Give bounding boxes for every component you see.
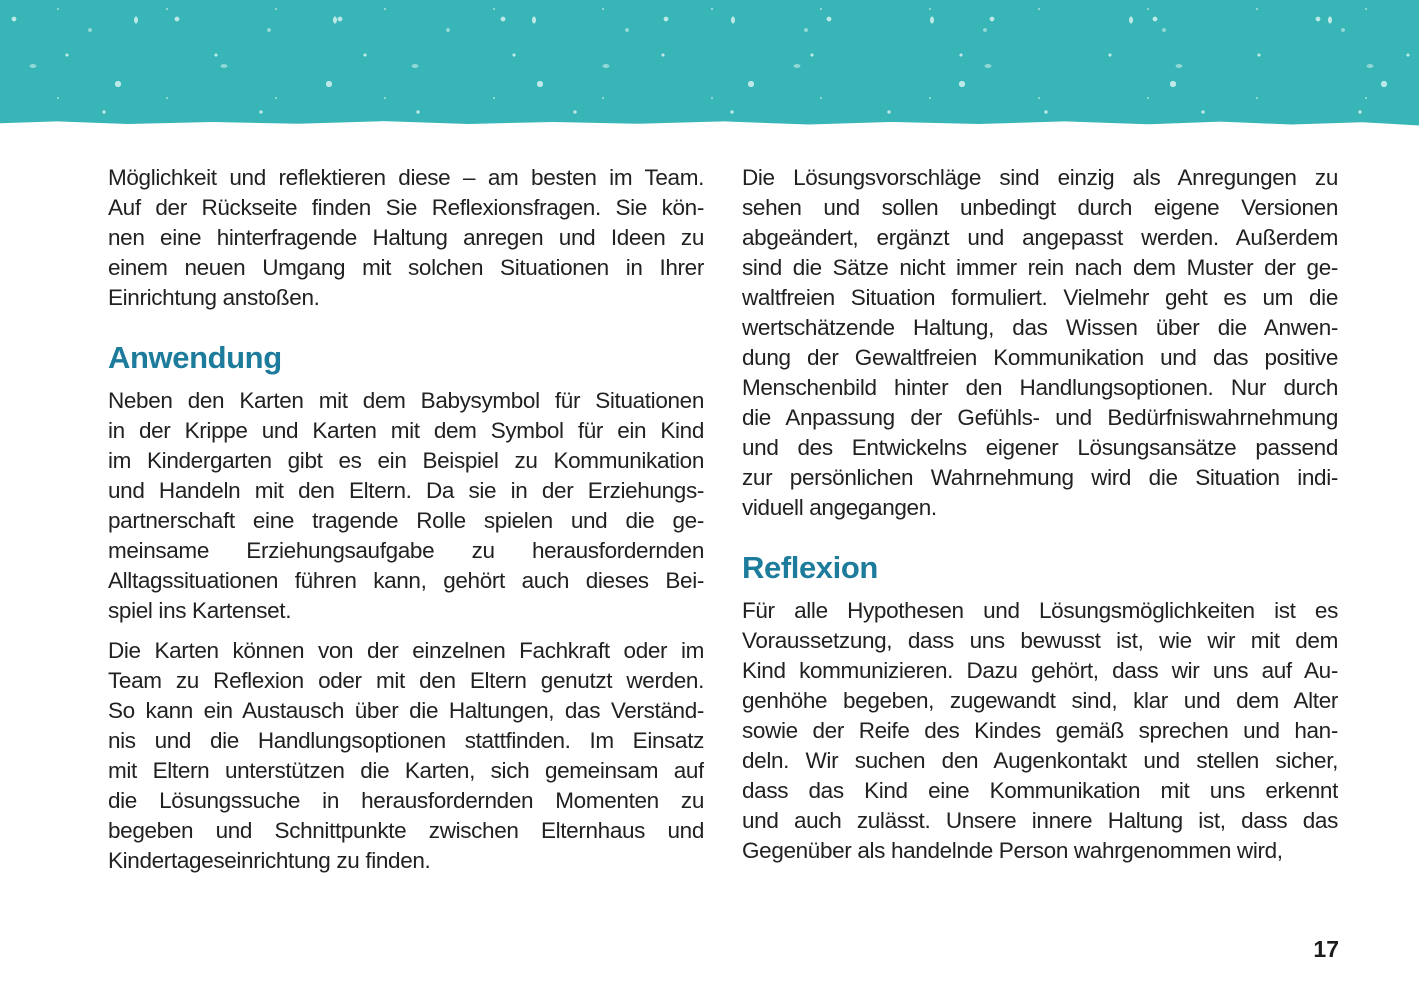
text-line: wertschätzende Haltung, das Wissen über die Anwen- [742, 315, 1338, 340]
text-line: sowie der Reife des Kindes gemäß sprechen und han- [742, 718, 1338, 743]
text-line: Voraussetzung, dass uns bewusst ist, wie wir mit dem [742, 628, 1338, 653]
text-line: genhöhe begeben, zugewandt sind, klar und dem Alter [742, 688, 1338, 713]
section-heading-reflexion: Reflexion [742, 550, 878, 585]
left-column [108, 163, 704, 876]
text-line: nis und die Handlungsoptionen stattfinden. Im Einsatz [108, 728, 704, 753]
paragraph [108, 636, 704, 876]
text-line: Kindertageseinrichtung zu finden. [108, 848, 431, 873]
section-heading-anwendung: Anwendung [108, 340, 282, 375]
text-line: Kind kommunizieren. Dazu gehört, dass wir uns auf Au- [742, 658, 1338, 683]
text-line: und Handeln mit den Eltern. Da sie in der Erziehungs- [108, 478, 704, 503]
text-line: partnerschaft eine tragende Rolle spielen und die ge- [108, 508, 704, 533]
text-line: im Kindergarten gibt es ein Beispiel zu Kommunikation [108, 448, 704, 473]
text-line: waltfreien Situation formuliert. Vielmehr geht es um die [742, 285, 1338, 310]
text-line: dass das Kind eine Kommunikation mit uns erkennt [742, 778, 1338, 803]
paragraph [742, 596, 1338, 866]
text-line: meinsame Erziehungsaufgabe zu herausfordernden [108, 538, 704, 563]
text-line: mit Eltern unterstützen die Karten, sich gemeinsam auf [108, 758, 704, 783]
text-line: Einrichtung anstoßen. [108, 285, 320, 310]
text-line: Neben den Karten mit dem Babysymbol für Situationen [108, 388, 704, 413]
text-line: Gegenüber als handelnde Person wahrgenommen wird, [742, 838, 1283, 863]
text-line: sehen und sollen unbedingt durch eigene Versionen [742, 195, 1338, 220]
text-line: und des Entwickelns eigener Lösungsansätze passend [742, 435, 1338, 460]
text-line: begeben und Schnittpunkte zwischen Elternhaus und [108, 818, 704, 843]
paragraph [742, 163, 1338, 523]
header-band [0, 0, 1419, 130]
text-line: dung der Gewaltfreien Kommunikation und das positive [742, 345, 1338, 370]
paragraph [108, 386, 704, 626]
text-line: Die Karten können von der einzelnen Fachkraft oder im [108, 638, 704, 663]
text-line: sind die Sätze nicht immer rein nach dem Muster der ge- [742, 255, 1338, 280]
paragraph [108, 163, 704, 313]
text-line: Team zu Reflexion oder mit den Eltern genutzt werden. [108, 668, 704, 693]
text-line: Menschenbild hinter den Handlungsoptionen. Nur durch [742, 375, 1338, 400]
text-line: die Anpassung der Gefühls- und Bedürfniswahrnehmung [742, 405, 1338, 430]
text-line: in der Krippe und Karten mit dem Symbol für ein Kind [108, 418, 704, 443]
text-line: Auf der Rückseite finden Sie Reflexionsfragen. Sie kön- [108, 195, 704, 220]
text-line: die Lösungssuche in herausfordernden Momenten zu [108, 788, 704, 813]
text-line: abgeändert, ergänzt und angepasst werden. Außerdem [742, 225, 1338, 250]
text-line: nen eine hinterfragende Haltung anregen und Ideen zu [108, 225, 704, 250]
page-number: 17 [1313, 936, 1339, 962]
text-line: Für alle Hypothesen und Lösungsmöglichkeiten ist es [742, 598, 1338, 623]
text-line: viduell angegangen. [742, 495, 937, 520]
text-line: Alltagssituationen führen kann, gehört auch dieses Bei- [108, 568, 704, 593]
two-column-text [108, 163, 1338, 876]
text-line: zur persönlichen Wahrnehmung wird die Situation indi- [742, 465, 1338, 490]
text-line: spiel ins Kartenset. [108, 598, 292, 623]
text-line: So kann ein Austausch über die Haltungen, das Verständ- [108, 698, 704, 723]
text-line: Die Lösungsvorschläge sind einzig als Anregungen zu [742, 165, 1338, 190]
text-line: einem neuen Umgang mit solchen Situationen in Ihrer [108, 255, 704, 280]
right-column [742, 163, 1338, 876]
text-line: deln. Wir suchen den Augenkontakt und stellen sicher, [742, 748, 1338, 773]
text-line: und auch zulässt. Unsere innere Haltung ist, dass das [742, 808, 1338, 833]
text-line: Möglichkeit und reflektieren diese – am besten im Team. [108, 165, 704, 190]
